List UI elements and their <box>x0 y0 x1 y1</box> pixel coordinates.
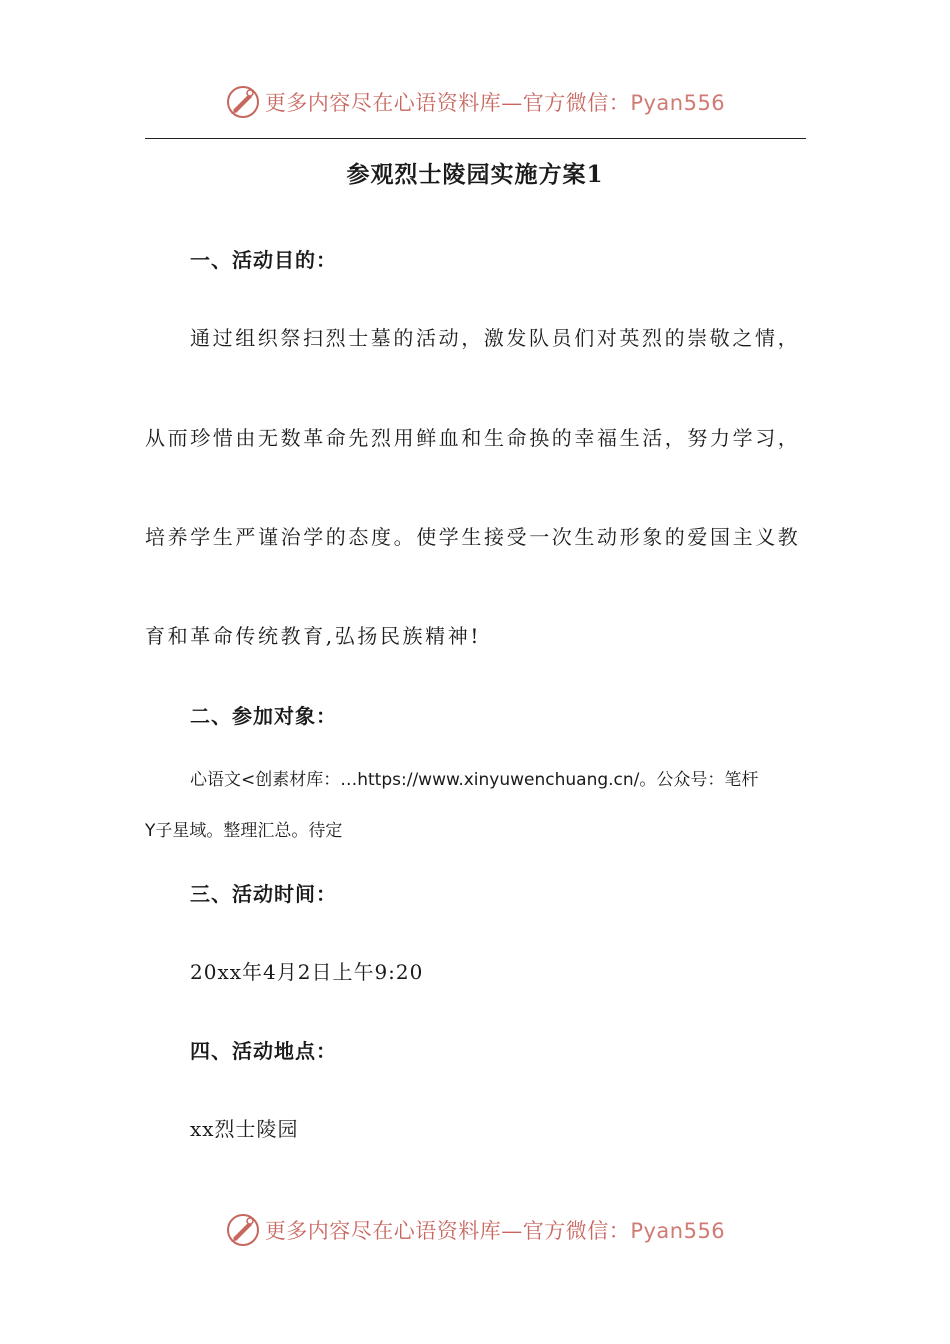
purpose-line-3: 培养学生严谨治学的态度。使学生接受一次生动形象的爱国主义教 <box>145 525 801 549</box>
section-heading-time: 三、活动时间： <box>190 882 337 906</box>
purpose-line-2: 从而珍惜由无数革命先烈用鲜血和生命换的幸福生活，努力学习， <box>145 426 801 450</box>
pen-logo-icon <box>225 84 261 120</box>
banner-text-cn: 更多内容尽在心语资料库—官方微信： <box>264 91 631 115</box>
banner-wechat-id: Pyan556 <box>630 91 726 115</box>
purpose-line-4: 育和革命传统教育,弘扬民族精神! <box>145 624 481 648</box>
pen-logo-icon <box>225 1212 261 1248</box>
document-title: 参观烈士陵园实施方案1 <box>346 161 604 188</box>
footer-watermark-banner <box>0 1208 950 1252</box>
participants-line-1: 心语文<创素材库：…https://www.xinyuwenchuang.cn/。公众号：笔杆 <box>190 770 759 790</box>
purpose-line-1: 通过组织祭扫烈士墓的活动，激发队员们对英烈的崇敬之情， <box>190 326 801 350</box>
banner-text <box>265 87 725 117</box>
participants-line-2: Y子星域。整理汇总。待定 <box>145 821 343 841</box>
banner-text <box>265 1215 725 1245</box>
time-line: 20xx年4月2日上午9:20 <box>190 960 424 984</box>
header-rule <box>145 138 806 139</box>
section-heading-purpose: 一、活动目的： <box>190 248 337 272</box>
banner-text-cn: 更多内容尽在心语资料库—官方微信： <box>264 1219 631 1243</box>
section-heading-location: 四、活动地点： <box>190 1039 337 1063</box>
location-line: xx烈士陵园 <box>190 1117 299 1141</box>
header-watermark-banner <box>0 80 950 124</box>
section-heading-participants: 二、参加对象： <box>190 704 337 728</box>
banner-wechat-id: Pyan556 <box>630 1219 726 1243</box>
